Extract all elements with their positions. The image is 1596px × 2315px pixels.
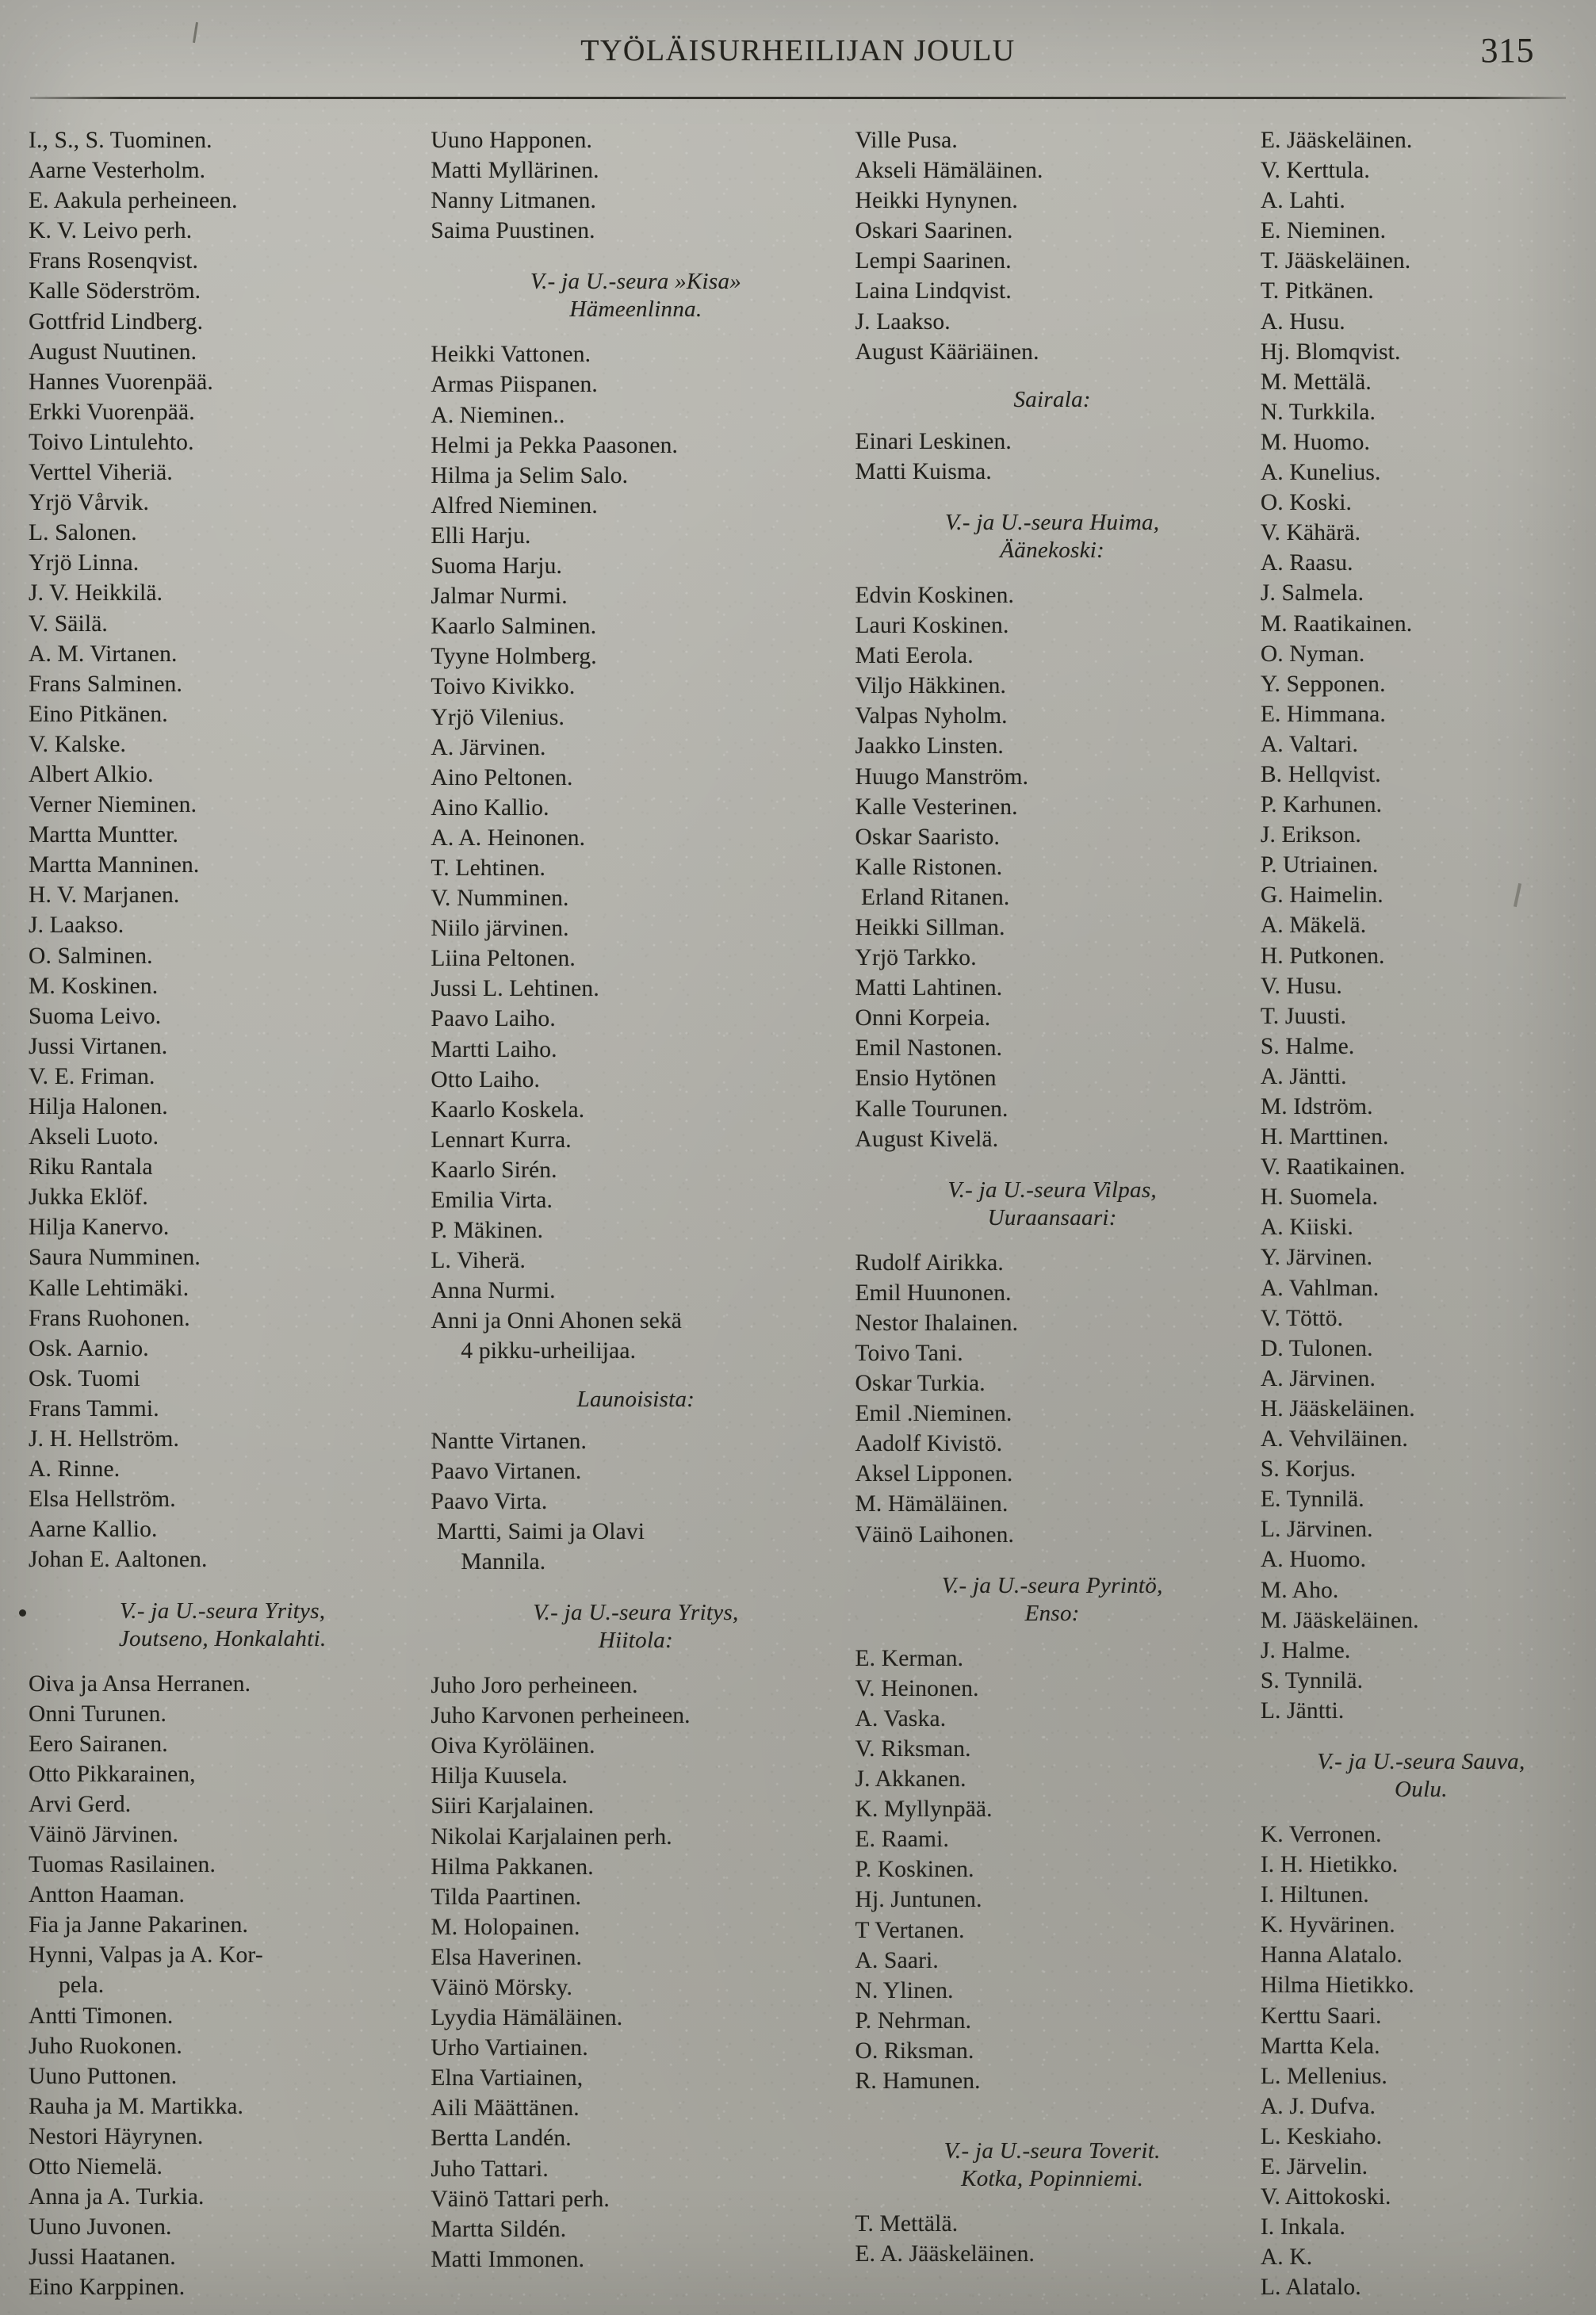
- name-entry: August Nuutinen.: [29, 339, 197, 365]
- name-entry: Arvi Gerd.: [29, 1791, 132, 1817]
- running-head: [0, 33, 1596, 75]
- name-entry: Yrjö Tarkko.: [855, 945, 977, 971]
- name-entry: Emil Nastonen.: [855, 1035, 1003, 1062]
- name-entry: N. Turkkila.: [1260, 399, 1376, 425]
- section-heading-line: V.- ja U.-seura Sauva,: [1317, 1748, 1525, 1774]
- name-entry: Yrjö Linna.: [29, 550, 140, 576]
- name-entry: T. Pitkänen.: [1260, 278, 1374, 304]
- name-entry: Lempi Saarinen.: [855, 248, 1012, 274]
- name-entry: Juho Ruokonen.: [29, 2033, 182, 2059]
- name-entry: P. Mäkinen.: [431, 1218, 544, 1244]
- name-entry: Onni Korpeia.: [855, 1005, 991, 1031]
- name-entry: Kaarlo Koskela.: [431, 1096, 585, 1123]
- name-entry: Juho Joro perheineen.: [431, 1673, 638, 1699]
- name-entry: M. Hämäläinen.: [855, 1491, 1009, 1517]
- name-entry: Johan E. Aaltonen.: [29, 1547, 208, 1573]
- name-entry: V. Säilä.: [29, 610, 108, 637]
- name-entry: S. Tynnilä.: [1260, 1667, 1364, 1693]
- name-entry: Ensio Hytönen: [855, 1066, 997, 1092]
- name-entry: Fia ja Janne Pakarinen.: [29, 1912, 249, 1938]
- name-entry: Hannes Vuorenpää.: [29, 369, 213, 395]
- name-entry: Verttel Viheriä.: [29, 460, 173, 486]
- page-title: TYÖLÄISURHEILIJAN JOULU: [580, 34, 1016, 67]
- name-entry: O. Salminen.: [29, 943, 153, 969]
- name-entry: Niilo järvinen.: [431, 916, 569, 942]
- name-entry: Jussi L. Lehtinen.: [431, 976, 599, 1002]
- name-entry: Rauha ja M. Martikka.: [29, 2093, 244, 2119]
- section-heading-line: Hiitola:: [598, 1628, 674, 1654]
- name-entry: Matti Myllärinen.: [431, 158, 599, 184]
- name-entry: Y. Sepponen.: [1260, 671, 1386, 697]
- name-entry: Helmi ja Pekka Paasonen.: [431, 432, 679, 458]
- header-rule: [30, 97, 1566, 99]
- name-entry: E. Jääskeläinen.: [1260, 128, 1413, 153]
- name-entry: Oskar Turkia.: [855, 1371, 986, 1397]
- name-entry: Väinö Tattari perh.: [431, 2186, 610, 2212]
- name-entry: Uuno Juvonen.: [29, 2214, 172, 2240]
- name-entry: H. Marttinen.: [1260, 1124, 1389, 1150]
- name-entry: Anni ja Onni Ahonen sekä: [431, 1308, 682, 1334]
- name-entry: Jussi Haatanen.: [29, 2244, 176, 2271]
- name-entry: Toivo Lintulehto.: [29, 429, 194, 455]
- name-entry: H. Putkonen.: [1260, 943, 1385, 969]
- name-entry: Kalle Söderström.: [29, 278, 201, 304]
- name-entry: M. Idström.: [1260, 1094, 1373, 1119]
- name-entry: E. Järvelin.: [1260, 2154, 1368, 2179]
- name-entry: B. Hellqvist.: [1260, 761, 1381, 787]
- name-entry: Hynni, Valpas ja A. Kor-: [29, 1942, 263, 1969]
- name-entry: A. Huomo.: [1260, 1547, 1367, 1573]
- name-entry: Anna Nurmi.: [431, 1278, 556, 1304]
- name-entry: V. Kalske.: [29, 731, 127, 757]
- name-entry: Paavo Laiho.: [431, 1006, 556, 1032]
- name-entry: A. Valtari.: [1260, 731, 1359, 757]
- name-entry: Lyydia Hämäläinen.: [431, 2005, 623, 2031]
- name-entry: Oiva ja Ansa Herranen.: [29, 1670, 251, 1697]
- name-entry: P. Karhunen.: [1260, 792, 1383, 818]
- name-entry: A. K.: [1260, 2244, 1313, 2271]
- section-heading-line: Joutseno, Honkalahti.: [118, 1625, 327, 1651]
- name-entry: R. Hamunen.: [855, 2068, 981, 2094]
- name-entry: E. Nieminen.: [1260, 218, 1387, 244]
- name-entry: Suoma Leivo.: [29, 1003, 162, 1029]
- name-entry: V. Aittokoski.: [1260, 2184, 1391, 2210]
- section-heading-line: Uuraansaari:: [987, 1204, 1117, 1230]
- name-entry: Toivo Kivikko.: [431, 674, 576, 700]
- name-entry: Otto Pikkarainen,: [29, 1761, 196, 1787]
- name-entry: Hilma Pakkanen.: [431, 1854, 594, 1880]
- section-heading-line: Oulu.: [1395, 1776, 1448, 1802]
- name-entry: Hilja Kanervo.: [29, 1215, 170, 1241]
- name-entry: L. Jäntti.: [1260, 1697, 1345, 1724]
- name-entry: Hilma Hietikko.: [1260, 1973, 1414, 1999]
- name-entry: Siiri Karjalainen.: [431, 1793, 595, 1819]
- name-entry: Kaarlo Salminen.: [431, 614, 597, 640]
- name-entry: Kerttu Saari.: [1260, 2003, 1382, 2029]
- name-entry: S. Halme.: [1260, 1033, 1355, 1059]
- name-entry: Valpas Nyholm.: [855, 703, 1008, 729]
- section-heading: [29, 1598, 416, 1653]
- name-entry: H. Jääskeläinen.: [1260, 1395, 1415, 1422]
- section-heading-line: V.- ja U.-seura »Kisa»: [530, 269, 742, 295]
- name-entry: Akseli Luoto.: [29, 1124, 159, 1150]
- name-entry: Väinö Mörsky.: [431, 1974, 573, 2000]
- name-entry: J. H. Hellström.: [29, 1426, 180, 1452]
- name-entry: Matti Immonen.: [431, 2246, 585, 2272]
- name-entry: Martta Muntter.: [29, 822, 179, 848]
- name-entry: E. A. Jääskeläinen.: [855, 2241, 1035, 2267]
- name-entry: Aarne Vesterholm.: [29, 158, 206, 184]
- name-entry: A. Raasu.: [1260, 550, 1353, 576]
- name-entry: Oiva Kyröläinen.: [431, 1733, 595, 1759]
- name-entry: Martti Laiho.: [431, 1036, 557, 1062]
- name-entry: Eino Karppinen.: [29, 2275, 186, 2301]
- name-entry: J. V. Heikkilä.: [29, 580, 163, 606]
- name-entry: Otto Laiho.: [431, 1066, 541, 1092]
- name-entry: Nestor Ihalainen.: [855, 1310, 1019, 1336]
- name-entry: Saima Puustinen.: [431, 218, 595, 244]
- name-entry: V. E. Friman.: [29, 1063, 155, 1089]
- section-heading: [855, 509, 1250, 564]
- name-entry: Gottfrid Lindberg.: [29, 308, 204, 335]
- name-entry: L. Alatalo.: [1260, 2275, 1361, 2301]
- name-entry: Matti Lahtinen.: [855, 975, 1003, 1001]
- name-entry: Lennart Kurra.: [431, 1127, 572, 1153]
- name-entry: Heikki Vattonen.: [431, 342, 591, 368]
- column-3: [841, 125, 1250, 2307]
- name-entry: Kaarlo Sirén.: [431, 1157, 557, 1183]
- name-entry: Einari Leskinen.: [855, 428, 1012, 454]
- name-entry: O. Koski.: [1260, 490, 1353, 516]
- section-heading-line: Kotka, Popinniemi.: [961, 2166, 1144, 2192]
- name-entry: Kalle Tourunen.: [855, 1096, 1009, 1122]
- name-entry: August Kääriäinen.: [855, 339, 1039, 365]
- name-entry: Hj. Juntunen.: [855, 1887, 982, 1913]
- name-entry: M. Holopainen.: [431, 1914, 580, 1940]
- name-entry: E. Raami.: [855, 1827, 950, 1853]
- name-entry: V. Kähärä.: [1260, 520, 1361, 546]
- name-entry: Aadolf Kivistö.: [855, 1431, 1003, 1457]
- section-heading: [431, 1386, 840, 1414]
- name-entry: M. Aho.: [1260, 1577, 1339, 1603]
- name-entry: A. Kiiski.: [1260, 1215, 1353, 1241]
- name-entry: Erkki Vuorenpää.: [29, 399, 195, 425]
- name-entry: Riku Rantala: [29, 1154, 153, 1180]
- name-entry: T. Mettälä.: [855, 2211, 959, 2237]
- name-entry: L. Salonen.: [29, 520, 137, 546]
- stray-bullet-dot: [19, 1609, 26, 1617]
- section-heading: [431, 268, 840, 323]
- name-entry: Erland Ritanen.: [855, 884, 1010, 910]
- name-entry: Tilda Paartinen.: [431, 1884, 582, 1910]
- name-entry: Alfred Nieminen.: [431, 492, 598, 518]
- section-heading: [855, 1177, 1250, 1232]
- name-entry: E. Himmana.: [1260, 701, 1386, 727]
- name-entry: Saura Numminen.: [29, 1245, 201, 1271]
- name-entry: Elsa Hellström.: [29, 1487, 176, 1513]
- name-entry: Oskar Saaristo.: [855, 824, 1001, 850]
- section-heading-line: Launoisista:: [576, 1386, 695, 1412]
- name-entry: Jalmar Nurmi.: [431, 584, 568, 610]
- name-entry: Yrjö Vilenius.: [431, 704, 565, 730]
- name-entry: Ville Pusa.: [855, 128, 958, 153]
- name-entry: V. Töttö.: [1260, 1305, 1344, 1331]
- name-entry: K. Hyvärinen.: [1260, 1912, 1395, 1938]
- name-entry: Yrjö Vårvik.: [29, 490, 150, 516]
- name-entry: I., S., S. Tuominen.: [29, 128, 212, 153]
- name-entry: V. Numminen.: [431, 886, 569, 912]
- name-entry: Aarne Kallio.: [29, 1517, 158, 1543]
- column-2: [416, 125, 840, 2307]
- section-heading: [431, 1599, 840, 1655]
- section-heading: [855, 1572, 1250, 1628]
- name-entry: Nantte Virtanen.: [431, 1428, 587, 1454]
- name-entry: Uuno Puttonen.: [29, 2063, 178, 2089]
- name-entry: Jukka Eklöf.: [29, 1184, 148, 1211]
- name-entry: P. Utriainen.: [1260, 852, 1379, 878]
- name-entry: A. Järvinen.: [431, 734, 546, 760]
- name-entry: Otto Niemelä.: [29, 2154, 163, 2179]
- name-entry: Kalle Vesterinen.: [855, 794, 1018, 820]
- name-entry: Hanna Alatalo.: [1260, 1942, 1403, 1969]
- name-entry: Frans Tammi.: [29, 1395, 159, 1422]
- name-entry: Matti Kuisma.: [855, 458, 992, 484]
- name-entry: Antton Haaman.: [29, 1882, 186, 1908]
- name-entry: A. Saari.: [855, 1947, 939, 1973]
- section-heading: [1261, 1748, 1582, 1804]
- name-entry: Hilja Kuusela.: [431, 1763, 568, 1789]
- name-entry: Paavo Virta.: [431, 1488, 548, 1514]
- name-entry: S. Korjus.: [1260, 1456, 1357, 1483]
- name-entry: L. Keskiaho.: [1260, 2123, 1383, 2149]
- name-entry: Eero Sairanen.: [29, 1731, 168, 1757]
- name-entry: Martta Sildén.: [431, 2216, 567, 2242]
- name-entry: August Kivelä.: [855, 1126, 999, 1152]
- name-entry: P. Nehrman.: [855, 2007, 972, 2034]
- name-entry: P. Koskinen.: [855, 1857, 974, 1883]
- name-entry: Paavo Virtanen.: [431, 1458, 582, 1484]
- column-4: [1250, 125, 1582, 2307]
- name-entry: Jussi Virtanen.: [29, 1033, 168, 1059]
- name-entry: I. Hiltunen.: [1260, 1882, 1369, 1908]
- name-entry: M. Raatikainen.: [1260, 610, 1413, 637]
- name-entry: Rudolf Airikka.: [855, 1249, 1004, 1276]
- name-entry: Osk. Tuomi: [29, 1365, 140, 1391]
- name-entry: I. Inkala.: [1260, 2214, 1345, 2240]
- name-entry: Onni Turunen.: [29, 1701, 167, 1727]
- name-entry: N. Ylinen.: [855, 1977, 954, 2003]
- name-entry: M. Koskinen.: [29, 973, 159, 999]
- name-entry: L. Järvinen.: [1260, 1517, 1373, 1543]
- section-heading-line: V.- ja U.-seura Huima,: [945, 509, 1160, 535]
- name-entry: K. V. Leivo perh.: [29, 218, 193, 244]
- section-heading-line: V.- ja U.-seura Pyrintö,: [941, 1572, 1163, 1598]
- name-entry: M. Jääskeläinen.: [1260, 1607, 1419, 1633]
- name-entry: T. Jääskeläinen.: [1260, 248, 1411, 274]
- name-entry: Nikolai Karjalainen perh.: [431, 1823, 672, 1850]
- name-entry: Kalle Lehtimäki.: [29, 1275, 189, 1301]
- name-entry: J. Salmela.: [1260, 580, 1364, 606]
- name-entry: J. Erikson.: [1260, 822, 1361, 848]
- name-entry: Toivo Tani.: [855, 1341, 963, 1366]
- name-entry: A. M. Virtanen.: [29, 641, 178, 667]
- name-entry: Osk. Aarnio.: [29, 1335, 149, 1361]
- name-entry: H. Suomela.: [1260, 1184, 1379, 1211]
- section-heading: [855, 386, 1250, 414]
- name-entry: Frans Rosenqvist.: [29, 248, 198, 274]
- name-entry: O. Nyman.: [1260, 641, 1365, 667]
- name-entry: Elsa Haverinen.: [431, 1944, 583, 1970]
- name-entry: A. Vehviläinen.: [1260, 1426, 1408, 1452]
- name-entry: Bertta Landén.: [431, 2126, 572, 2152]
- name-entry: V. Kerttula.: [1260, 158, 1370, 184]
- page-number: 315: [1480, 31, 1534, 70]
- name-entry: Hj. Blomqvist.: [1260, 339, 1401, 365]
- name-entry: Anna ja A. Turkia.: [29, 2184, 205, 2210]
- name-entry: K. Verronen.: [1260, 1821, 1382, 1847]
- name-entry: Elli Harju.: [431, 522, 531, 549]
- name-entry: Elna Vartiainen,: [431, 2065, 584, 2091]
- name-entry: Martta Kela.: [1260, 2033, 1380, 2059]
- name-entry: A. Kunelius.: [1260, 460, 1381, 486]
- name-entry: J. Halme.: [1260, 1637, 1351, 1663]
- name-entry: Heikki Sillman.: [855, 914, 1005, 940]
- name-entry: A. Mäkelä.: [1260, 913, 1367, 939]
- section-heading: [855, 2137, 1250, 2193]
- name-entry: Emil .Nieminen.: [855, 1401, 1012, 1427]
- name-entry: Y. Järvinen.: [1260, 1245, 1373, 1271]
- name-entry: Juho Tattari.: [431, 2156, 549, 2182]
- name-entry: A. Lahti.: [1260, 188, 1345, 214]
- name-entry: Eino Pitkänen.: [29, 701, 168, 727]
- name-entry: T Vertanen.: [855, 1917, 965, 1943]
- name-entry: Aili Määttänen.: [431, 2095, 580, 2122]
- name-entry: Uuno Happonen.: [431, 128, 593, 153]
- name-entry: D. Tulonen.: [1260, 1335, 1373, 1361]
- name-entry: Edvin Koskinen.: [855, 582, 1015, 608]
- name-entry: Tyyne Holmberg.: [431, 644, 597, 670]
- name-entry: M. Mettälä.: [1260, 369, 1372, 395]
- name-entry: A. Järvinen.: [1260, 1365, 1376, 1391]
- name-entry: Suoma Harju.: [431, 553, 563, 580]
- name-entry: A. J. Dufva.: [1260, 2093, 1376, 2119]
- name-entry: Armas Piispanen.: [431, 372, 598, 398]
- section-heading-line: V.- ja U.-seura Yritys,: [120, 1598, 326, 1624]
- name-entry-continuation: pela.: [59, 1973, 105, 1999]
- name-entry: Emil Huunonen.: [855, 1280, 1012, 1306]
- name-entry: Laina Lindqvist.: [855, 278, 1012, 304]
- name-entry: Hilma ja Selim Salo.: [431, 462, 629, 488]
- name-entry: Tuomas Rasilainen.: [29, 1852, 216, 1878]
- section-heading-line: Äänekoski:: [1000, 537, 1105, 563]
- name-entry: Aino Kallio.: [431, 794, 549, 821]
- name-entry: Huugo Manström.: [855, 763, 1029, 790]
- name-entry: Aino Peltonen.: [431, 764, 573, 790]
- name-entry-continuation: Mannila.: [461, 1548, 546, 1575]
- name-entry: A. A. Heinonen.: [431, 825, 586, 851]
- name-entry: V. Husu.: [1260, 973, 1342, 999]
- name-entry: M. Huomo.: [1260, 429, 1371, 455]
- name-entry: A. Vaska.: [855, 1705, 947, 1731]
- name-entry: Heikki Hynynen.: [855, 188, 1018, 214]
- name-entry: Liina Peltonen.: [431, 946, 576, 972]
- name-entry: Väinö Järvinen.: [29, 1821, 179, 1847]
- column-1: [14, 125, 416, 2307]
- name-entry: T. Lehtinen.: [431, 855, 545, 881]
- name-entry: Oskari Saarinen.: [855, 218, 1013, 244]
- name-entry: L. Viherä.: [431, 1248, 526, 1274]
- name-entry: Lauri Koskinen.: [855, 613, 1009, 639]
- name-entry: T. Juusti.: [1260, 1003, 1347, 1029]
- name-entry: A. Husu.: [1260, 308, 1345, 335]
- name-entry: E. Aakula perheineen.: [29, 188, 238, 214]
- name-entry: Martta Manninen.: [29, 852, 200, 878]
- name-entry: Väinö Laihonen.: [855, 1521, 1015, 1548]
- name-entry: G. Haimelin.: [1260, 882, 1384, 909]
- name-entry-continuation: 4 pikku-urheilijaa.: [461, 1338, 637, 1364]
- name-entry: Hilja Halonen.: [29, 1094, 168, 1119]
- name-entry: Aksel Lipponen.: [855, 1461, 1013, 1487]
- name-entry: V. Riksman.: [855, 1735, 971, 1762]
- name-entry: A. Jäntti.: [1260, 1063, 1347, 1089]
- section-heading-line: Hämeenlinna.: [569, 297, 702, 323]
- name-entry: J. Akkanen.: [855, 1766, 966, 1793]
- name-entry: E. Tynnilä.: [1260, 1487, 1364, 1513]
- name-entry: A. Nieminen..: [431, 402, 565, 428]
- name-entry: Kalle Ristonen.: [855, 854, 1003, 880]
- name-entry: Antti Timonen.: [29, 2003, 174, 2029]
- section-heading-line: Sairala:: [1013, 386, 1091, 412]
- section-heading-line: V.- ja U.-seura Toverit.: [943, 2138, 1161, 2164]
- text-columns: [14, 125, 1582, 2307]
- name-entry: Mati Eerola.: [855, 643, 974, 669]
- name-entry: L. Mellenius.: [1260, 2063, 1387, 2089]
- name-entry: Nestori Häyrynen.: [29, 2123, 204, 2149]
- section-heading-line: V.- ja U.-seura Yritys,: [533, 1600, 739, 1626]
- name-entry: Urho Vartiainen.: [431, 2035, 588, 2061]
- name-entry: Martti, Saimi ja Olavi: [431, 1518, 645, 1544]
- name-entry: Emilia Virta.: [431, 1188, 553, 1213]
- name-entry: Frans Salminen.: [29, 671, 182, 697]
- name-entry: E. Kerman.: [855, 1645, 964, 1671]
- name-entry: A. Vahlman.: [1260, 1275, 1380, 1301]
- name-entry: V. Heinonen.: [855, 1675, 979, 1701]
- name-entry: Juho Karvonen perheineen.: [431, 1703, 691, 1729]
- name-entry: O. Riksman.: [855, 2038, 974, 2064]
- name-entry: A. Rinne.: [29, 1456, 121, 1483]
- name-entry: Nanny Litmanen.: [431, 188, 597, 214]
- name-entry: K. Myllynpää.: [855, 1797, 993, 1823]
- name-entry: H. V. Marjanen.: [29, 882, 180, 909]
- name-entry: Jaakko Linsten.: [855, 733, 1004, 760]
- name-entry: Frans Ruohonen.: [29, 1305, 190, 1331]
- name-entry: Viljo Häkkinen.: [855, 673, 1007, 699]
- name-entry: V. Raatikainen.: [1260, 1154, 1406, 1180]
- name-entry: Verner Nieminen.: [29, 792, 197, 818]
- section-heading-line: Enso:: [1024, 1600, 1080, 1626]
- name-entry: I. H. Hietikko.: [1260, 1852, 1399, 1878]
- name-entry: J. Laakso.: [29, 913, 124, 939]
- name-entry: Akseli Hämäläinen.: [855, 158, 1043, 184]
- name-entry: J. Laakso.: [855, 308, 951, 335]
- name-entry: Albert Alkio.: [29, 761, 154, 787]
- section-heading-line: V.- ja U.-seura Vilpas,: [947, 1177, 1157, 1203]
